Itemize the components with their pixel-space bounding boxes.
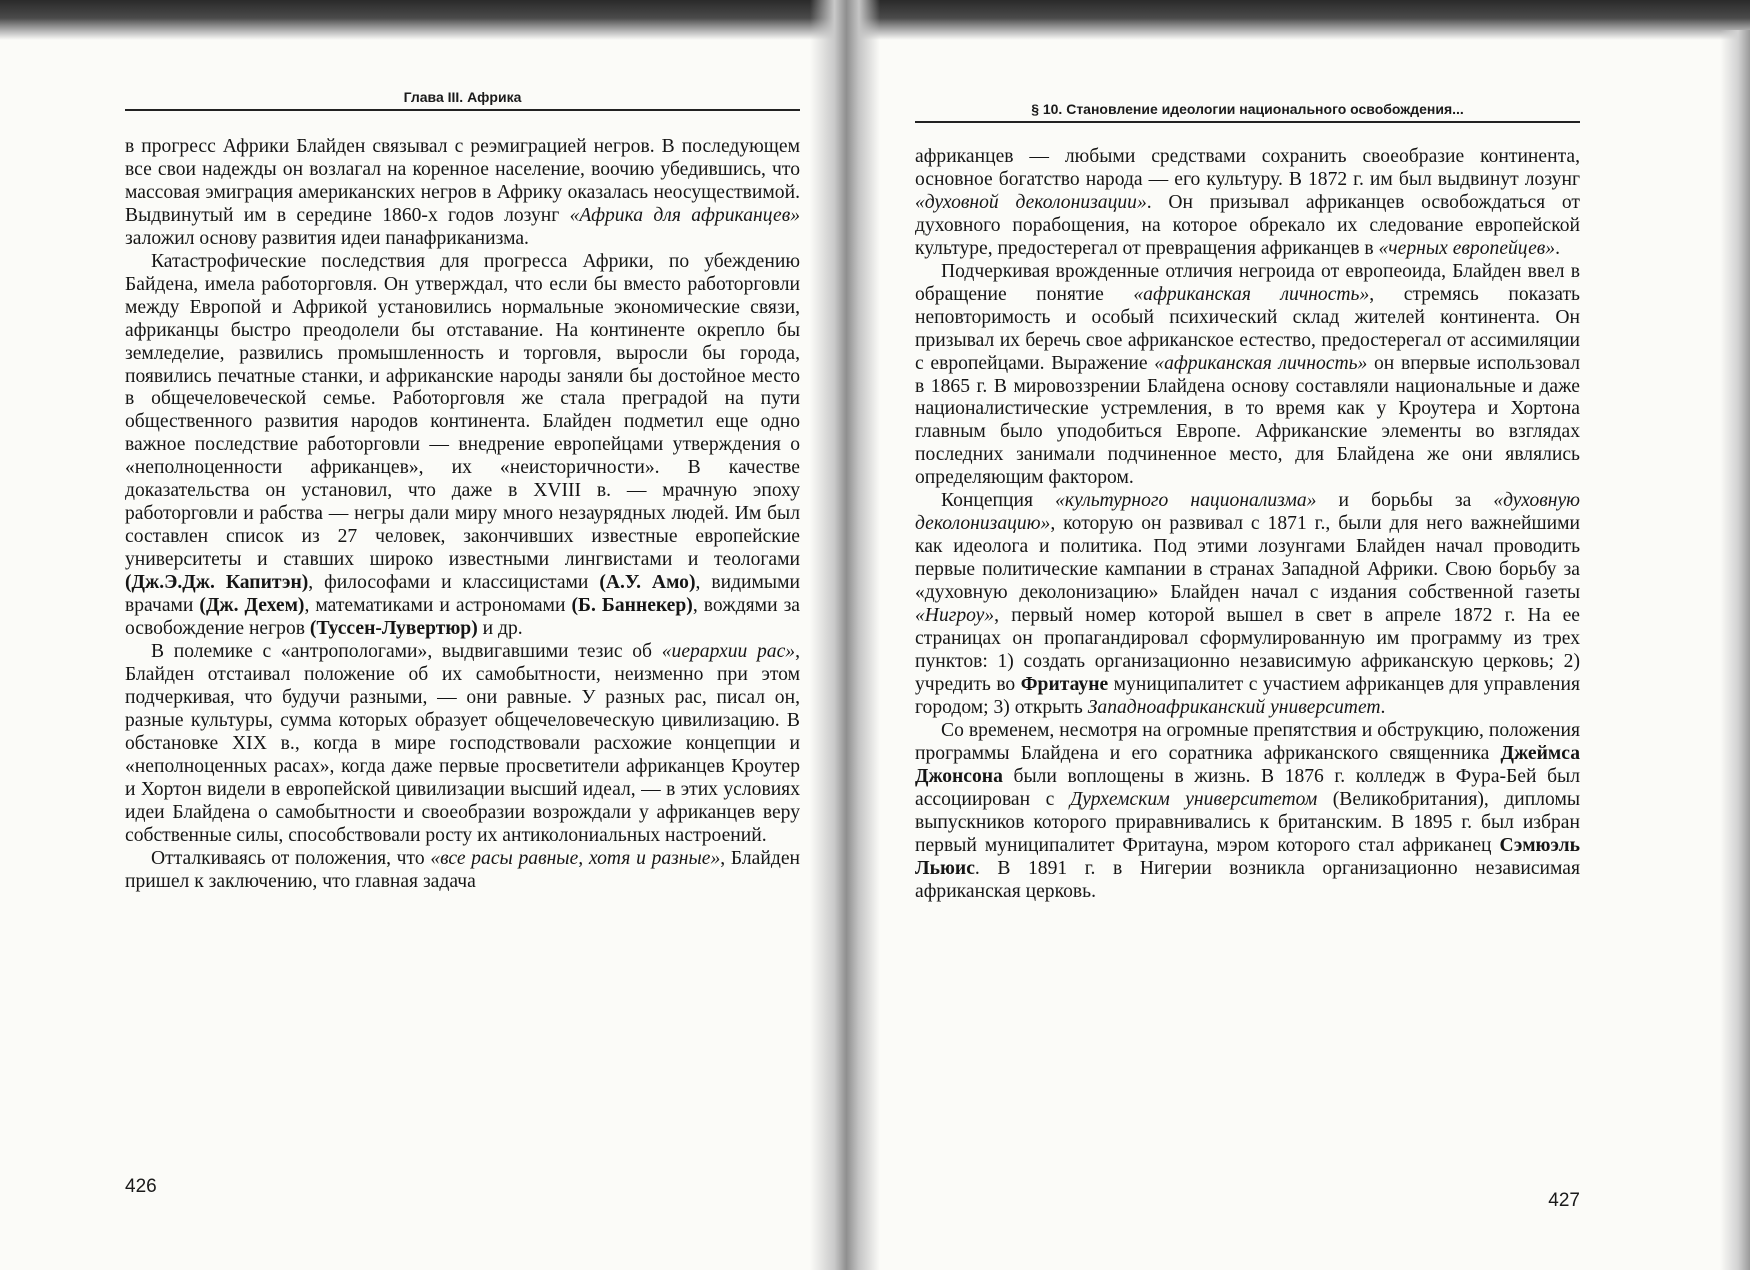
bold-run: Джеймса Джонсона	[915, 742, 1580, 787]
italic-run: «духовной деколонизации»	[915, 191, 1147, 213]
text-run: , Блайден отстаивал положение об их самобытности, неизменно при этом подчеркивая, что будучи разными, — они равные. У разных рас, писал он, разные культуры, сумма которых образует общечеловеческую цивилизацию. В обстановке XIX в., когда в мире господствовали расхожие концепции и «неполноценных расах», когда даже первые просветители африканцев Кроутер и Хортон видели в европейской цивилизации высший идеал, — в этих условиях идеи Блайдена о самобытности и своеобразии возрождали у африканцев веру собственные силы, способствовали росту их антиколониальных настроений.	[125, 640, 800, 846]
italic-run: «иерархии рас»	[661, 640, 796, 662]
italic-run: Западноафриканский университет	[1087, 696, 1381, 718]
page-edge-shadow	[1720, 30, 1750, 1270]
text-run: , которую он развивал с 1871 г., были для него важнейшими как идеолога и политика. Под этими лозунгами Блайден начал проводить первые политические кампании в странах Западной Африки. Свою борьбу за «духовную деколонизацию» Блайден начал с издания собственной газеты	[915, 513, 1580, 604]
text-run: были воплощены в жизнь. В 1876 г. колледж в Фура-Бей был ассоциирован с	[915, 765, 1580, 810]
text-run: он впервые использовал в 1865 г. В мировоззрении Блайдена основу составляли национальные и даже националистические устремления, в то время как у Кроутера и Хортона главным было уподобиться Европе. Африканские элементы во взглядах последних занимали подчиненное место, для Блайдена же они являлись определяющим фактором.	[915, 352, 1580, 489]
paragraph	[125, 251, 800, 641]
left-page-number: 426	[125, 1176, 157, 1197]
text-run: . Он призывал африканцев освобождаться от духовного порабощения, на которое обрекало их следование европейской культуре, предостерегал от превращения африканцев в	[915, 191, 1580, 259]
right-page-number: 427	[1548, 1190, 1580, 1211]
text-run: , видимыми врачами	[125, 572, 800, 617]
italic-run: «духовную деколонизацию»	[915, 490, 1580, 535]
bold-run: (Туссен-Лувертюр)	[309, 618, 478, 640]
italic-run: «Африка для африканцев»	[569, 204, 800, 226]
text-run: Катастрофические последствия для прогресса Африки, по убеждению Байдена, имела работорговля. Он утверждал, что если бы вместо работорговли между Европой и Африкой установились нормальные экономические связи, африканцы быстро преодолели бы отставание. На континенте окрепло бы земледелие, развились промышленность и торговля, выросли бы города, появились печатные станки, и африканские народы заняли бы достойное место в общечеловеческой семье. Работорговля же стала преградой на пути общественного развития народов континента. Блайден подметил еще одно важное последствие работорговли — внедрение европейцами утверждения о «неполноценности африканцев», их «неисторичности». В качестве доказательства он установил, что даже в XVIII в. — мрачную эпоху работорговли и рабства — негры дали миру много незаурядных людей. Им был составлен список из 27 человек, закончивших известные европейские университеты и ставших широко известными лингвистами и теологами	[125, 250, 800, 571]
italic-run: Дурхемским университетом	[1069, 788, 1318, 810]
text-run: в прогресс Африки Блайден связывал с реэмиграцией негров. В последующем все свои надежды он возлагал на коренное население, воочию убедившись, что массовая эмиграция американских негров в Африку оказалась неосуществимой. Выдвинутый им в середине 1860-х годов лозунг	[125, 136, 800, 226]
text-run: , первый номер которой вышел в свет в апреле 1872 г. На ее страницах он пропагандировал сформулированную им программу из трех пунктов: 1) создать организационно независимую африканскую церковь; 2) учредить во	[915, 605, 1580, 695]
text-run: муниципалитет с участием африканцев для управления городом; 3) открыть	[915, 673, 1581, 718]
italic-run: «африканская личность»	[1154, 352, 1368, 374]
italic-run: «все расы равные, хотя и разные»	[430, 847, 721, 869]
paragraph	[915, 261, 1580, 491]
text-run: и др.	[477, 618, 523, 640]
text-run: Подчеркивая врожденные отличия негроида от европеоида, Блайден ввел в обращение понятие	[915, 260, 1580, 305]
italic-run: «культурного национализма»	[1055, 490, 1317, 512]
right-running-head: § 10. Становление идеологии национального освобождения...	[1031, 101, 1464, 117]
paragraph	[125, 641, 800, 848]
bold-run: (Дж.Э.Дж. Капитэн)	[125, 572, 309, 594]
text-run: (Великобритания), дипломы выпускников которого приравнивались к британским. В 1895 г. был избран первый муниципалитет Фритауна, мэром которого стал африканец	[915, 788, 1581, 856]
text-run: африканцев — любыми средствами сохранить своеобразие континента, основное богатство народа — его культуру. В 1872 г. им был выдвинут лозунг	[915, 146, 1580, 190]
text-run: . В 1891 г. в Нигерии возникла организационно независимая африканская церковь.	[915, 857, 1580, 902]
text-run: , вождями за освобождение негров	[125, 595, 801, 640]
text-run: , философами и классицистами	[308, 572, 600, 594]
paragraph	[915, 146, 1580, 261]
text-run: и борьбы за	[1316, 490, 1494, 512]
text-run: Концепция	[941, 490, 1056, 512]
book-gutter	[810, 0, 880, 1270]
right-body-text	[915, 146, 1580, 903]
paragraph	[915, 720, 1580, 904]
italic-run: «африканская личность»	[1133, 283, 1370, 305]
paragraph	[915, 490, 1580, 720]
bold-run: Сэмюэль Льюис	[915, 834, 1580, 879]
left-head-rule	[125, 109, 800, 111]
text-run: .	[1380, 696, 1386, 718]
text-run: Со временем, несмотря на огромные препятствия и обструкцию, положения программы Блайдена и его соратника африканского священника	[915, 719, 1580, 764]
text-run: В полемике с «антропологами», выдвигавшими тезис об	[151, 640, 662, 662]
text-run: , Блайден пришел к заключению, что главная задача	[125, 847, 801, 892]
text-run: заложил основу развития идеи панафриканизма.	[125, 227, 529, 249]
text-run: , стремясь показать неповторимость и особый психический склад жителей континента. Он призывал их беречь свое африканское естество, предостерегал от ассимиляции с европейцами. Выражение	[915, 283, 1580, 374]
left-body-text	[125, 136, 800, 893]
bold-run: (А.У. Амо)	[599, 572, 696, 594]
left-running-head: Глава III. Африка	[403, 89, 522, 105]
right-head-rule	[915, 121, 1580, 123]
italic-run: «Нигроу»	[915, 605, 995, 627]
paragraph	[125, 848, 800, 894]
text-run: Отталкиваясь от положения, что	[151, 847, 431, 869]
text-run: .	[1555, 237, 1560, 259]
italic-run: «черных европейцев»	[1378, 237, 1556, 259]
bold-run: Фритауне	[1020, 673, 1109, 695]
paragraph	[125, 136, 800, 251]
bold-run: (Дж. Дехем)	[199, 595, 305, 617]
bold-run: (Б. Баннекер)	[571, 595, 693, 617]
text-run: , математиками и астрономами	[304, 595, 572, 617]
